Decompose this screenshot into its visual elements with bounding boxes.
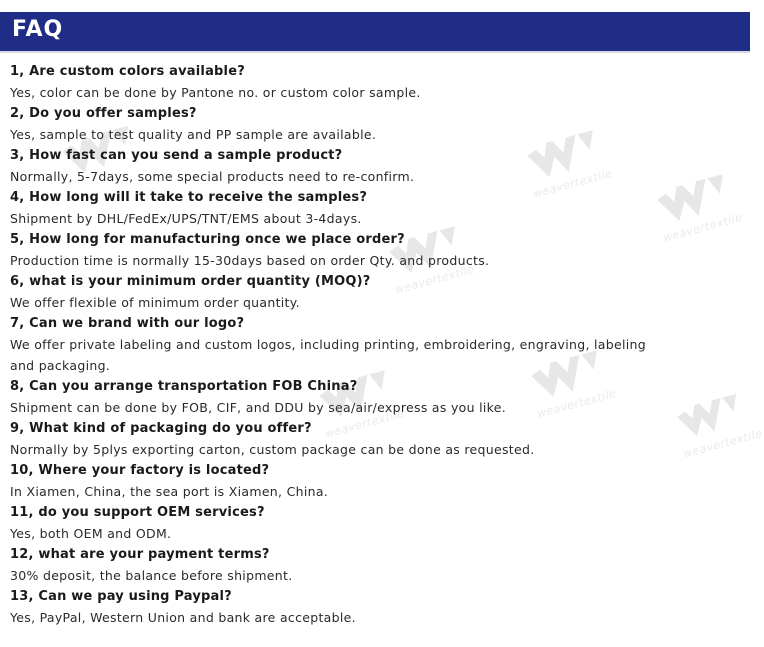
- faq-item-8: [10, 376, 740, 418]
- faq-question: 7, Can we brand with our logo?: [10, 316, 245, 331]
- faq-question: 4, How long will it take to receive the samples?: [10, 190, 368, 205]
- faq-question: 1, Are custom colors available?: [10, 64, 245, 79]
- faq-item-11: [10, 502, 740, 544]
- faq-item-1: [10, 61, 740, 103]
- faq-answer: Normally by 5plys exporting carton, custom package can be done as requested.: [10, 442, 535, 457]
- faq-answer: Normally, 5-7days, some special products need to re-confirm.: [10, 169, 415, 184]
- faq-answer: Shipment can be done by FOB, CIF, and DDU by sea/air/express as you like.: [10, 400, 507, 415]
- watermark-text: weavertextile: [323, 406, 406, 441]
- faq-question: 13, Can we pay using Paypal?: [10, 589, 232, 604]
- watermark-text: weavertextile: [393, 262, 476, 297]
- faq-answer: 30% deposit, the balance before shipment.: [10, 568, 293, 583]
- faq-item-2: [10, 103, 740, 145]
- faq-item-6: [10, 271, 740, 313]
- faq-answer: We offer private labeling and custom logos, including printing, embroidering, engraving, labeling and packaging.: [10, 337, 646, 373]
- faq-answer: Yes, color can be done by Pantone no. or custom color sample.: [10, 85, 421, 100]
- faq-item-13: [10, 586, 740, 628]
- faq-header-bar: [0, 12, 750, 53]
- faq-item-7: [10, 313, 740, 376]
- watermark-text: weavertextile: [661, 210, 744, 245]
- faq-item-3: [10, 145, 740, 187]
- faq-item-10: [10, 460, 740, 502]
- faq-answer: Yes, both OEM and ODM.: [10, 526, 172, 541]
- faq-item-5: [10, 229, 740, 271]
- page-title: FAQ: [12, 17, 64, 42]
- faq-answer: Shipment by DHL/FedEx/UPS/TNT/EMS about 3-4days.: [10, 211, 362, 226]
- faq-question: 9, What kind of packaging do you offer?: [10, 421, 312, 436]
- faq-item-9: [10, 418, 740, 460]
- faq-answer: In Xiamen, China, the sea port is Xiamen, China.: [10, 484, 329, 499]
- faq-item-4: [10, 187, 740, 229]
- faq-question: 2, Do you offer samples?: [10, 106, 197, 121]
- watermark-text: weavertextile: [535, 386, 618, 421]
- faq-item-12: [10, 544, 740, 586]
- faq-question: 10, Where your factory is located?: [10, 463, 270, 478]
- faq-question: 5, How long for manufacturing once we place order?: [10, 232, 405, 247]
- faq-question: 8, Can you arrange transportation FOB China?: [10, 379, 358, 394]
- faq-answer: Yes, sample to test quality and PP sample are available.: [10, 127, 377, 142]
- faq-question: 3, How fast can you send a sample product?: [10, 148, 343, 163]
- watermark-text: weavertextile: [531, 166, 614, 201]
- watermark-text: weavertextile: [681, 426, 764, 461]
- faq-question: 6, what is your minimum order quantity (MOQ)?: [10, 274, 371, 289]
- faq-answer: Production time is normally 15-30days based on order Qty. and products.: [10, 253, 490, 268]
- faq-answer: Yes, PayPal, Western Union and bank are acceptable.: [10, 610, 356, 625]
- faq-question: 12, what are your payment terms?: [10, 547, 270, 562]
- faq-answer: We offer flexible of minimum order quantity.: [10, 295, 300, 310]
- faq-question: 11, do you support OEM services?: [10, 505, 265, 520]
- faq-list: [10, 61, 740, 628]
